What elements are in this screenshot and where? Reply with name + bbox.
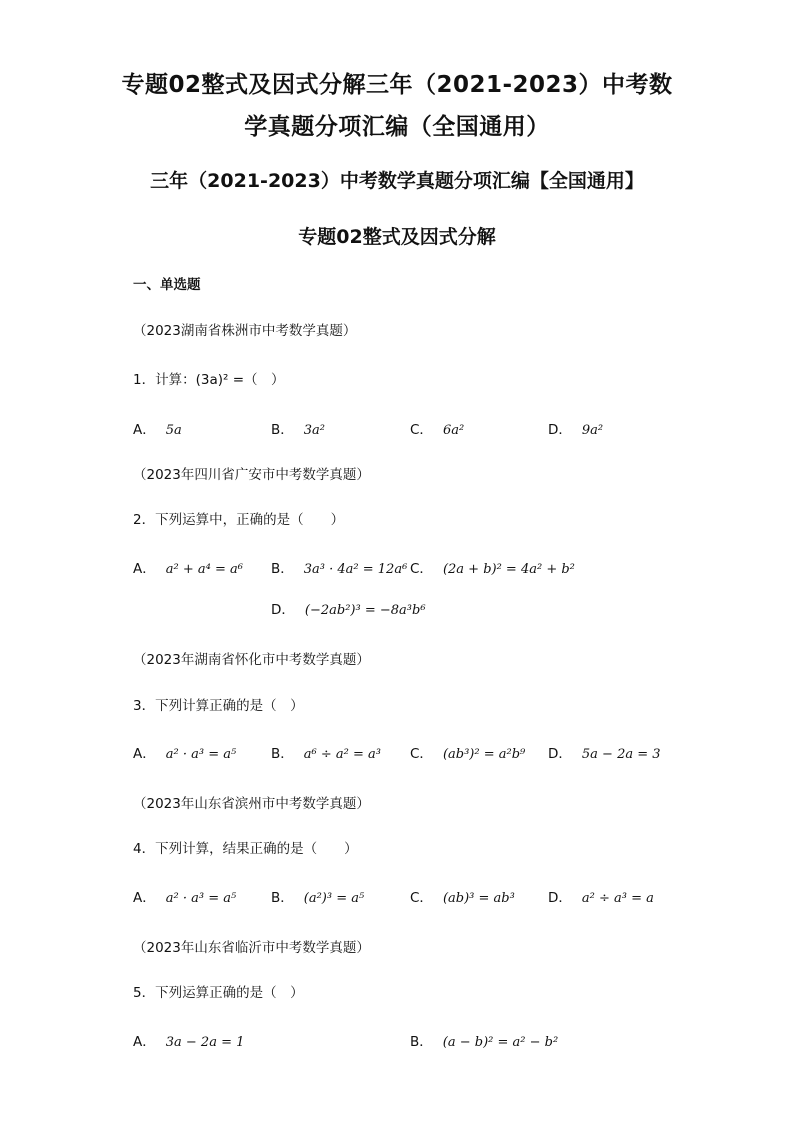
section-heading: 一、单选题 xyxy=(133,277,201,293)
question-source: （2023年山东省临沂市中考数学真题） xyxy=(133,940,370,956)
option-a: A． a² + a⁴ = a⁶ xyxy=(133,561,243,577)
option-d: D． 9a² xyxy=(548,422,604,438)
question-stem: 1．计算：(3a)² =（ ） xyxy=(133,372,285,388)
question-source: （2023年四川省广安市中考数学真题） xyxy=(133,467,370,483)
option-c: C． (ab³)² = a²b⁹ xyxy=(410,746,526,762)
option-c: C． (ab)³ = ab³ xyxy=(410,890,515,906)
title-line-1: 专题02整式及因式分解三年（2021-2023）中考数 xyxy=(121,72,673,98)
question-source: （2023年湖南省怀化市中考数学真题） xyxy=(133,652,370,668)
option-d: D． 5a − 2a = 3 xyxy=(548,746,661,762)
option-a: A． 5a xyxy=(133,422,182,438)
option-b: B． a⁶ ÷ a² = a³ xyxy=(271,746,381,762)
topic-heading: 专题02整式及因式分解 xyxy=(298,226,496,248)
option-a: A． 3a − 2a = 1 xyxy=(133,1034,245,1050)
title-line-2: 学真题分项汇编（全国通用） xyxy=(244,114,550,140)
option-b: B． (a²)³ = a⁵ xyxy=(271,890,365,906)
option-b: B． 3a² xyxy=(271,422,325,438)
option-a: A． a² · a³ = a⁵ xyxy=(133,890,237,906)
option-c: C． (2a + b)² = 4a² + b² xyxy=(410,561,575,577)
question-source: （2023湖南省株洲市中考数学真题） xyxy=(133,323,357,339)
option-d: D． a² ÷ a³ = a xyxy=(548,890,654,906)
question-stem: 3．下列计算正确的是（ ） xyxy=(133,698,304,714)
question-stem: 5．下列运算正确的是（ ） xyxy=(133,985,304,1001)
question-stem: 4．下列计算，结果正确的是（ ） xyxy=(133,841,358,857)
option-a: A． a² · a³ = a⁵ xyxy=(133,746,237,762)
option-b: B． (a − b)² = a² − b² xyxy=(410,1034,559,1050)
question-stem: 2．下列运算中，正确的是（ ） xyxy=(133,512,345,528)
option-b: B． 3a³ · 4a² = 12a⁶ xyxy=(271,561,408,577)
option-d: D． (−2ab²)³ = −8a³b⁶ xyxy=(271,602,426,618)
option-c: C． 6a² xyxy=(410,422,465,438)
subtitle: 三年（2021-2023）中考数学真题分项汇编【全国通用】 xyxy=(150,170,644,192)
question-source: （2023年山东省滨州市中考数学真题） xyxy=(133,796,370,812)
